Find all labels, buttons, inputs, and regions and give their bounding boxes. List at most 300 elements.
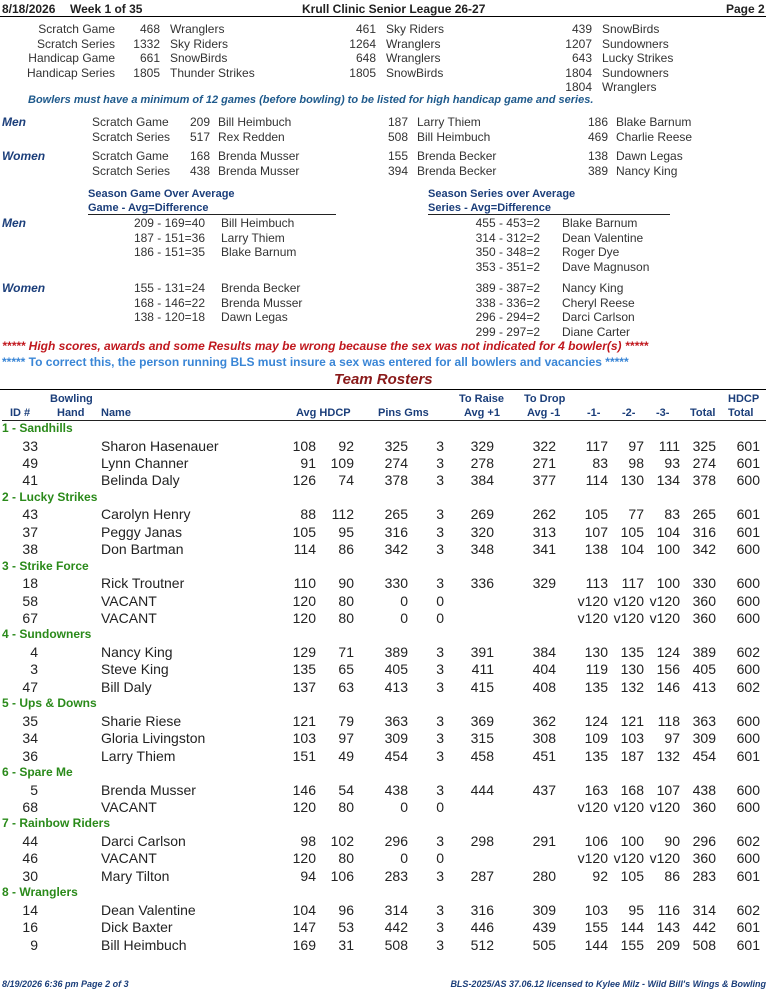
team-header: 6 - Spare Me	[2, 765, 73, 779]
game-1-score: 155	[584, 919, 608, 936]
to-drop-avg: 437	[532, 781, 556, 798]
men-score-category: Scratch Game	[92, 115, 169, 129]
bowler-id: 44	[22, 833, 38, 849]
bowler-average: 151	[292, 747, 316, 764]
scratch-total: 342	[692, 541, 716, 558]
footer-timestamp: 8/19/2026 6:36 pm Page 2 of 3	[2, 979, 129, 989]
game-1-score: 114	[585, 472, 608, 489]
bowler-games: 3	[436, 781, 444, 798]
handicap-total: 600	[736, 541, 760, 558]
bowler-pins: 508	[384, 936, 408, 953]
game-3-score: 132	[656, 747, 680, 764]
men-score-value: 469	[587, 130, 608, 144]
bowler-handicap: 92	[338, 437, 354, 454]
to-drop-avg: 309	[532, 901, 556, 918]
footer-license: BLS-2025/AS 37.06.12 licensed to Kylee Milz - Wild Bill's Wings & Bowling	[450, 979, 766, 989]
to-drop-avg: 505	[532, 936, 556, 953]
bowler-id: 3	[30, 661, 38, 678]
scratch-total: 296	[692, 833, 716, 849]
handicap-total: 602	[736, 644, 760, 660]
table-row	[0, 782, 768, 800]
team-header: 4 - Sundowners	[2, 627, 92, 642]
bowler-name: Sharon Hasenauer	[101, 437, 219, 454]
over-avg-expression: 296 - 294=2	[475, 310, 540, 324]
scratch-total: 316	[692, 523, 716, 540]
game-3-score: 90	[664, 833, 680, 849]
game-1-score: v120	[577, 610, 608, 626]
scratch-total: 314	[692, 901, 716, 918]
to-drop-avg: 280	[532, 867, 556, 884]
game-3-score: 156	[656, 661, 680, 678]
to-raise-avg: 446	[470, 919, 494, 936]
bowler-id: 43	[22, 506, 38, 523]
bowler-games: 0	[436, 799, 444, 815]
bowler-id: 58	[22, 592, 38, 609]
table-row	[0, 455, 768, 473]
high-score-value: 439	[571, 22, 592, 36]
women-bowler-name: Dawn Legas	[616, 149, 683, 163]
over-avg-bowler: Bill Heimbuch	[221, 216, 295, 230]
bowler-pins: 265	[384, 506, 408, 523]
handicap-total: 600	[736, 472, 760, 489]
handicap-total: 600	[736, 712, 760, 729]
col-total: Total	[690, 407, 716, 419]
bowler-average: 147	[292, 919, 316, 936]
bowler-name: Sharie Riese	[101, 712, 182, 729]
high-score-category: Scratch Series	[36, 37, 115, 51]
game-1-score: 113	[585, 575, 608, 592]
handicap-total: 600	[736, 592, 760, 609]
bowler-games: 3	[436, 437, 444, 454]
bowler-pins: 405	[384, 661, 408, 678]
women-score-category: Scratch Series	[92, 164, 171, 178]
women-bowler-name: Brenda Becker	[417, 149, 497, 163]
team-header: 2 - Lucky Strikes	[2, 489, 98, 504]
bowler-games: 0	[436, 850, 444, 867]
scratch-total: 363	[692, 712, 716, 729]
col-hdcp-total: Total	[728, 407, 754, 419]
bowler-average: 114	[293, 541, 316, 558]
bowler-pins: 363	[384, 712, 408, 729]
men-score-value: 517	[189, 130, 210, 144]
table-row	[0, 713, 768, 731]
game-1-score: 144	[584, 936, 608, 953]
over-avg-bowler: Brenda Musser	[221, 295, 303, 310]
scratch-total: 389	[692, 644, 716, 660]
bowler-id: 47	[22, 678, 38, 695]
handicap-total: 600	[736, 850, 760, 867]
high-score-value: 468	[139, 22, 160, 36]
bowler-id: 16	[22, 919, 38, 936]
bowler-handicap: 74	[338, 472, 354, 489]
bowler-pins: 330	[384, 575, 408, 592]
bowler-games: 3	[436, 833, 444, 849]
bowler-pins: 283	[384, 867, 408, 884]
bowler-pins: 0	[400, 610, 408, 626]
game-3-score: 86	[664, 867, 680, 884]
game-3-score: 124	[656, 644, 680, 660]
game-3-score: 100	[656, 541, 680, 558]
game-3-score: v120	[649, 799, 680, 815]
col-name: Name	[101, 407, 131, 419]
bowler-games: 3	[436, 644, 444, 660]
game-1-score: 124	[584, 712, 608, 729]
bowler-average: 126	[292, 472, 316, 489]
men-bowler-name: Bill Heimbuch	[218, 115, 292, 129]
bowler-handicap: 95	[338, 523, 354, 540]
women-score-value: 394	[387, 164, 408, 178]
bowler-name: Larry Thiem	[101, 747, 176, 764]
bowler-pins: 342	[384, 541, 408, 558]
to-raise-avg: 287	[470, 867, 494, 884]
game-1-score: 163	[584, 781, 608, 798]
scratch-total: 360	[692, 610, 716, 626]
game-1-score: 92	[592, 867, 608, 884]
over-avg-expression: 168 - 146=22	[133, 295, 205, 310]
over-avg-bowler: Roger Dye	[562, 245, 620, 259]
game-2-score: 97	[628, 437, 644, 454]
high-score-value: 661	[139, 51, 160, 65]
bowler-pins: 314	[384, 901, 408, 918]
game-1-score: 135	[584, 747, 608, 764]
bowler-average: 120	[292, 610, 316, 626]
bowler-pins: 438	[384, 781, 408, 798]
men-bowler-name: Blake Barnum	[616, 115, 692, 129]
bowler-average: 146	[292, 781, 316, 798]
game-3-score: 116	[657, 901, 680, 918]
men-score-value: 209	[189, 115, 210, 129]
table-row	[0, 610, 768, 628]
over-avg-bowler: Dean Valentine	[562, 230, 644, 245]
to-drop-avg: 341	[532, 541, 556, 558]
over-avg-expression: 314 - 312=2	[475, 230, 540, 245]
to-drop-avg: 451	[532, 747, 556, 764]
to-drop-avg: 362	[532, 712, 556, 729]
scratch-total: 360	[692, 592, 716, 609]
bowler-handicap: 71	[338, 644, 354, 660]
high-score-team: SnowBirds	[386, 66, 444, 80]
over-avg-bowler: Brenda Becker	[221, 281, 301, 295]
table-row	[0, 748, 768, 766]
handicap-total: 601	[736, 455, 760, 471]
bowler-id: 14	[22, 901, 38, 918]
game-2-score: 98	[628, 455, 644, 471]
bowler-pins: 0	[400, 799, 408, 815]
bowler-average: 104	[292, 901, 316, 918]
handicap-total: 600	[736, 781, 760, 798]
bowler-pins: 0	[400, 850, 408, 867]
report-date: 8/18/2026	[2, 2, 56, 16]
league-title: Krull Clinic Senior League 26-27	[302, 2, 486, 16]
game-3-score: 134	[656, 472, 680, 489]
table-row	[0, 541, 768, 559]
bowler-games: 3	[436, 455, 444, 471]
over-avg-bowler: Blake Barnum	[221, 245, 297, 259]
bowler-handicap: 97	[338, 730, 354, 747]
high-score-team: SnowBirds	[602, 22, 660, 36]
minimum-games-note: Bowlers must have a minimum of 12 games (before bowling) to be listed for high handicap game and series.	[28, 94, 594, 106]
men-bowler-name: Charlie Reese	[616, 130, 693, 144]
bowler-handicap: 49	[338, 747, 354, 764]
scratch-total: 378	[692, 472, 716, 489]
bowler-id: 35	[22, 712, 38, 729]
col-game-1: -1-	[587, 407, 601, 419]
over-avg-bowler: Larry Thiem	[221, 230, 285, 245]
bowler-games: 3	[436, 747, 444, 764]
bowler-average: 137	[292, 678, 316, 695]
over-avg-expression: 209 - 169=40	[133, 216, 205, 230]
game-2-score: 121	[620, 712, 644, 729]
high-score-value: 643	[571, 51, 592, 65]
game-2-score: 100	[620, 833, 644, 849]
game-3-score: v120	[649, 850, 680, 867]
bowler-games: 3	[436, 901, 444, 918]
to-raise-avg: 369	[470, 712, 494, 729]
women-score-value: 168	[189, 149, 210, 163]
over-avg-bowler: Darci Carlson	[562, 310, 635, 324]
bowler-pins: 316	[384, 523, 408, 540]
bowler-average: 135	[292, 661, 316, 678]
to-raise-avg: 391	[470, 644, 494, 660]
scratch-total: 274	[692, 455, 716, 471]
game-3-score: v120	[649, 592, 680, 609]
bowler-pins: 454	[384, 747, 408, 764]
bowler-id: 49	[22, 455, 38, 471]
season-game-over-avg-heading: Season Game Over Average	[88, 188, 235, 200]
to-drop-avg: 322	[532, 437, 556, 454]
to-raise-avg: 278	[470, 455, 494, 471]
bowler-games: 0	[436, 592, 444, 609]
bowler-handicap: 96	[338, 901, 354, 918]
bowler-pins: 413	[384, 678, 408, 695]
bowler-handicap: 63	[338, 678, 354, 695]
over-avg-expression: 389 - 387=2	[475, 281, 540, 295]
bowler-pins: 378	[384, 472, 408, 489]
sex-correction-note: ***** To correct this, the person running BLS must insure a sex was entered for all bowlers and vacancies *****	[2, 355, 629, 369]
handicap-total: 601	[736, 919, 760, 936]
handicap-total: 600	[736, 730, 760, 747]
to-raise-avg: 458	[470, 747, 494, 764]
col-avg-hdcp: Avg HDCP	[296, 407, 351, 419]
bowler-handicap: 31	[338, 936, 354, 953]
bowler-name: Mary Tilton	[101, 867, 170, 884]
handicap-total: 601	[736, 437, 760, 454]
table-row	[0, 919, 768, 937]
high-score-team: Sundowners	[602, 66, 669, 80]
game-1-score: 107	[584, 523, 608, 540]
bowler-name: Nancy King	[101, 644, 173, 660]
over-avg-expression: 455 - 453=2	[475, 216, 540, 230]
men-bowler-name: Rex Redden	[218, 130, 285, 144]
game-3-score: 143	[656, 919, 680, 936]
game-2-score: 77	[628, 506, 644, 523]
bowler-average: 120	[292, 850, 316, 867]
game-3-score: 83	[664, 506, 680, 523]
women-score-value: 389	[587, 164, 608, 178]
sex-warning: ***** High scores, awards and some Results may be wrong because the sex was not indicated for 4 bowler(s) *****	[2, 339, 649, 353]
over-avg-bowler: Dave Magnuson	[562, 259, 650, 274]
scratch-total: 330	[692, 575, 716, 592]
game-2-score: v120	[613, 610, 644, 626]
to-raise-avg: 329	[470, 437, 494, 454]
scratch-total: 265	[692, 506, 716, 523]
table-row	[0, 799, 768, 817]
scratch-total: 442	[692, 919, 716, 936]
game-1-score: v120	[577, 592, 608, 609]
to-drop-avg: 377	[532, 472, 556, 489]
high-score-value: 1805	[133, 66, 160, 80]
to-drop-avg: 313	[532, 523, 556, 540]
table-row	[0, 868, 768, 886]
handicap-total: 601	[736, 747, 760, 764]
bowler-name: Rick Troutner	[101, 575, 185, 592]
high-score-category: Handicap Game	[28, 51, 115, 65]
bowler-games: 0	[436, 610, 444, 626]
bowler-id: 38	[22, 541, 38, 558]
game-1-score: 109	[584, 730, 608, 747]
table-row	[0, 902, 768, 920]
bowler-average: 169	[292, 936, 316, 953]
women-bowler-name: Nancy King	[616, 164, 678, 178]
bowler-average: 98	[300, 833, 316, 849]
scratch-total: 360	[692, 850, 716, 867]
over-avg-expression: 299 - 297=2	[475, 324, 540, 339]
game-2-score: 155	[620, 936, 644, 953]
game-3-score: v120	[649, 610, 680, 626]
bowler-games: 3	[436, 712, 444, 729]
men-bowler-name: Larry Thiem	[417, 115, 481, 129]
to-raise-avg: 348	[470, 541, 494, 558]
col-to-drop: To Drop	[524, 393, 566, 405]
game-1-score: v120	[577, 799, 608, 815]
table-row	[0, 850, 768, 868]
to-drop-avg: 439	[532, 919, 556, 936]
col-to-raise: To Raise	[459, 393, 505, 405]
game-1-score: 135	[584, 678, 608, 695]
table-row	[0, 506, 768, 524]
bowler-name: Gloria Livingston	[101, 730, 206, 747]
game-3-score: 107	[656, 781, 680, 798]
col-avg-plus-1: Avg +1	[464, 407, 500, 419]
game-1-score: 83	[592, 455, 608, 471]
handicap-total: 600	[736, 661, 760, 678]
handicap-total: 602	[736, 833, 760, 849]
col-hdcp: HDCP	[728, 393, 760, 405]
game-1-score: 105	[584, 506, 608, 523]
over-avg-bowler: Diane Carter	[562, 324, 631, 339]
week-label: Week 1 of 35	[70, 2, 143, 16]
bowler-name: Bill Heimbuch	[101, 936, 187, 953]
scratch-total: 413	[692, 678, 716, 695]
game-2-score: 187	[620, 747, 644, 764]
women-score-value: 138	[587, 149, 608, 163]
game-2-score: 117	[621, 575, 644, 592]
bowler-average: 120	[292, 592, 316, 609]
bowler-average: 120	[292, 799, 316, 815]
men-over-avg-label: Men	[2, 216, 26, 230]
game-2-score: 135	[620, 644, 644, 660]
high-score-team: Sky Riders	[386, 22, 445, 36]
bowler-name: Bill Daly	[101, 678, 152, 695]
scratch-total: 438	[692, 781, 716, 798]
high-score-value: 461	[355, 22, 376, 36]
bowler-id: 5	[30, 781, 38, 798]
men-score-category: Scratch Series	[92, 130, 171, 144]
bowler-average: 94	[300, 867, 316, 884]
bowler-name: Darci Carlson	[101, 833, 186, 849]
game-2-score: v120	[613, 799, 644, 815]
game-2-score: 105	[620, 523, 644, 540]
bowler-games: 3	[436, 575, 444, 592]
to-drop-avg: 291	[532, 833, 556, 849]
high-score-team: Sky Riders	[170, 37, 229, 51]
high-score-team: Wranglers	[386, 51, 441, 65]
col-game-3: -3-	[656, 407, 670, 419]
to-raise-avg: 411	[471, 661, 494, 678]
handicap-total: 602	[736, 678, 760, 695]
high-score-team: Wranglers	[602, 80, 657, 94]
bowler-pins: 0	[400, 592, 408, 609]
bowler-pins: 309	[384, 730, 408, 747]
bowler-handicap: 79	[338, 712, 354, 729]
bowler-id: 33	[22, 437, 38, 454]
bowler-id: 30	[22, 867, 38, 884]
men-label: Men	[2, 115, 26, 129]
high-score-team: Wranglers	[386, 37, 441, 51]
team-rosters-title: Team Rosters	[334, 371, 433, 388]
bowler-average: 103	[292, 730, 316, 747]
women-score-category: Scratch Game	[92, 149, 169, 163]
game-1-score: 103	[584, 901, 608, 918]
men-score-value: 508	[387, 130, 408, 144]
bowler-id: 18	[22, 575, 38, 592]
bowler-id: 41	[22, 472, 38, 489]
table-row	[0, 644, 768, 662]
page-label: Page 2	[726, 2, 765, 16]
bowler-id: 9	[30, 936, 38, 953]
scratch-total: 454	[692, 747, 716, 764]
bowler-handicap: 112	[331, 506, 354, 523]
team-header: 1 - Sandhills	[2, 421, 73, 435]
game-2-score: v120	[613, 850, 644, 867]
bowler-name: Don Bartman	[101, 541, 184, 558]
bowler-handicap: 109	[330, 455, 354, 471]
bowler-name: VACANT	[101, 799, 157, 815]
table-row	[0, 524, 768, 542]
bowler-handicap: 53	[338, 919, 354, 936]
to-raise-avg: 298	[470, 833, 494, 849]
bowler-handicap: 54	[338, 781, 354, 798]
table-row	[0, 438, 768, 456]
bowler-id: 37	[22, 523, 38, 540]
bowler-name: Brenda Musser	[101, 781, 196, 798]
game-1-score: 119	[585, 661, 608, 678]
bowler-average: 129	[292, 644, 316, 660]
bowler-games: 3	[436, 661, 444, 678]
scratch-total: 283	[692, 867, 716, 884]
bowler-name: Carolyn Henry	[101, 506, 191, 523]
bowler-average: 121	[292, 712, 316, 729]
to-raise-avg: 316	[470, 901, 494, 918]
bowler-average: 88	[300, 506, 316, 523]
game-2-score: 104	[620, 541, 644, 558]
to-drop-avg: 271	[532, 455, 556, 471]
game-2-score: 144	[620, 919, 644, 936]
handicap-total: 602	[736, 901, 760, 918]
women-bowler-name: Brenda Musser	[218, 164, 300, 178]
header-divider	[0, 16, 766, 17]
high-score-value: 1805	[349, 66, 376, 80]
